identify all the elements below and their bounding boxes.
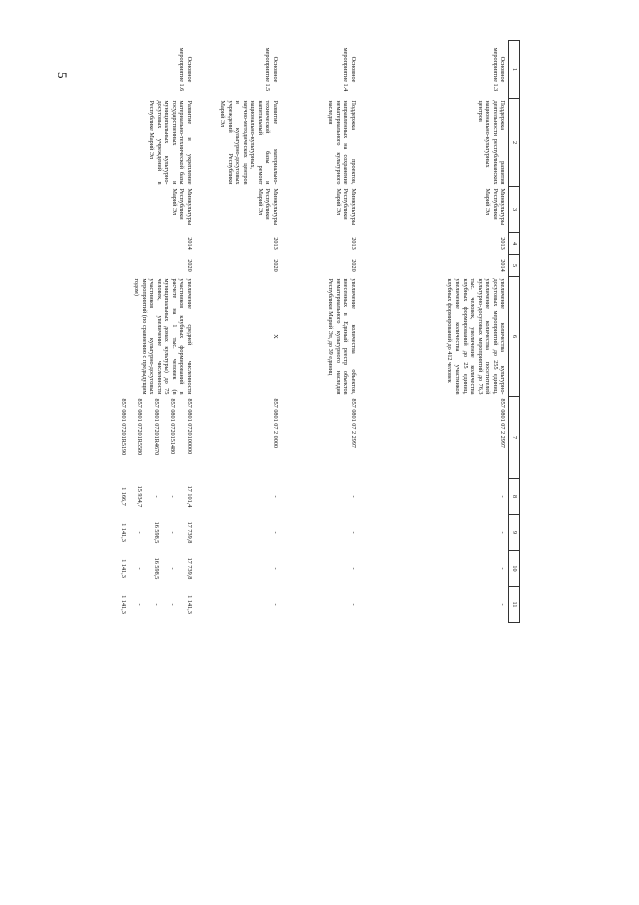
budget-code: 857 0801 07 2 0000	[271, 398, 279, 448]
value-cell	[281, 551, 359, 587]
end-year: 2020	[185, 259, 193, 272]
value-col11: -	[169, 603, 177, 606]
budget-code: 857 0801 07201R4670	[152, 398, 160, 456]
budget-code-cell	[99, 397, 195, 479]
table-row	[359, 41, 509, 623]
start-year: 2013	[271, 237, 279, 250]
column-header: 2	[509, 99, 520, 187]
value-col8: 1 166,7	[119, 487, 127, 506]
column-header: 6	[509, 277, 520, 397]
rotated-page	[80, 0, 639, 790]
value-col8: 17 101,4	[185, 485, 193, 508]
value-cell	[195, 479, 281, 515]
value-col11: -	[136, 603, 144, 606]
value-col9: 16 598,5	[152, 521, 160, 544]
budget-code: 857 0801 0720151480	[169, 398, 177, 455]
table-header-row	[509, 41, 520, 623]
end-year: 2020	[271, 259, 279, 272]
budget-code: 857 0801 07 2 2997	[349, 398, 357, 448]
value-cell	[195, 515, 281, 551]
column-header: 9	[509, 515, 520, 551]
value-col11: 1 141,3	[185, 595, 193, 614]
budget-code-cell	[281, 397, 359, 479]
value-cell	[99, 515, 195, 551]
executor: Минкультуры Республики Марий Эл	[334, 188, 357, 226]
activity-description: Развитие материально-технической базы и капитальный ремонт национально-культурных, научно-методических центров и культурно-досуговых учреждений Республики Марий Эл	[219, 100, 279, 185]
value-cell	[281, 587, 359, 623]
budget-code-cell	[359, 397, 509, 479]
value-col9: -	[349, 531, 357, 534]
start-year: 2013	[499, 237, 507, 250]
budget-code: 857 0801 07 2 2997	[499, 398, 507, 448]
activity-name: Основное мероприятие 1.5	[264, 47, 279, 92]
expected-result: увеличение средней численности участников клубных формирований в расчете на 1 тыс. человек (в муниципальных домах культуры) до 75 человек, увеличение численности участников культурно-досуговых мероприятий (по сравнению с предыдущим годом)	[133, 278, 193, 395]
end-year: 2014	[499, 259, 507, 272]
column-header: 8	[509, 479, 520, 515]
column-header: 10	[509, 551, 520, 587]
value-col9: -	[136, 531, 144, 534]
activity-description: Поддержка проектов, направленных на сохранение нематериального культурного наследия	[327, 100, 357, 185]
budget-code: 857 0801 07201R5580	[136, 398, 144, 456]
budget-code: 857 0801 0720100000	[185, 398, 193, 455]
column-header: 3	[509, 187, 520, 233]
value-col8: 15 934,7	[136, 485, 144, 508]
executor: Минкультуры Республики Марий Эл	[484, 188, 507, 226]
value-cell	[359, 479, 509, 515]
value-cell	[359, 515, 509, 551]
page-number: 5	[55, 72, 70, 79]
value-col9: 1 141,3	[119, 523, 127, 542]
expected-result: увеличение количества объектов, внесенных в Единый реестр объектов нематериального культурного наследия Республики Марий Эл, до 39 единиц	[327, 278, 357, 395]
value-col10: 17 739,8	[185, 557, 193, 580]
program-table	[99, 40, 520, 623]
activity-name: Основное мероприятие 1.3	[491, 47, 507, 92]
value-cell	[359, 587, 509, 623]
start-year: 2013	[349, 237, 357, 250]
value-col10: 1 141,3	[119, 559, 127, 578]
value-col8: -	[169, 495, 177, 498]
expected-result: увеличение количества культурно-досуговых мероприятий до 255 единиц, увеличение количества посетителей культурно-досуговых мероприятий до 76,3 тыс. человек, увеличение количества клубных формирований до 25 единиц, увеличение количества участников клубных формирований до 412 человек	[446, 278, 507, 395]
executor: Минкультуры Республики Марий Эл	[170, 188, 193, 226]
column-header: 7	[509, 397, 520, 479]
value-cell	[195, 587, 281, 623]
value-col9: 17 739,8	[185, 521, 193, 544]
start-year: 2014	[185, 237, 193, 250]
value-cell	[281, 479, 359, 515]
activity-name: Основное мероприятие 1.6	[178, 47, 193, 92]
column-header: 5	[509, 255, 520, 277]
value-col10: -	[499, 567, 507, 570]
value-col10: -	[136, 567, 144, 570]
end-year: 2020	[349, 259, 357, 272]
value-col9: -	[271, 531, 279, 534]
column-header: 11	[509, 587, 520, 623]
value-col10: -	[169, 567, 177, 570]
value-col9: -	[499, 531, 507, 534]
value-cell	[99, 479, 195, 515]
table-row	[281, 41, 359, 623]
value-col9: -	[169, 531, 177, 534]
value-col11: 1 141,3	[119, 595, 127, 614]
budget-code-cell	[195, 397, 281, 479]
budget-code: 857 0801 07201R5190	[119, 398, 127, 456]
value-col8: -	[499, 495, 507, 498]
activity-description: Поддержка развития деятельности республиканских национально-культурных центров	[476, 100, 507, 185]
expected-result: X	[271, 334, 279, 339]
value-col11: -	[499, 603, 507, 606]
value-col8: -	[271, 495, 279, 498]
value-col11: -	[349, 603, 357, 606]
table-row	[99, 41, 195, 623]
column-header: 4	[509, 233, 520, 255]
value-col8: -	[349, 495, 357, 498]
value-cell	[99, 587, 195, 623]
value-cell	[281, 515, 359, 551]
value-col10: -	[349, 567, 357, 570]
value-col8: -	[152, 495, 160, 498]
value-col10: -	[271, 567, 279, 570]
value-col11: -	[271, 603, 279, 606]
value-col11: -	[152, 603, 160, 606]
executor: Минкультуры Республики Марий Эл	[256, 188, 279, 226]
activity-description: Развитие и укрепление материально-технической базы государственных и муниципальных культурно-досуговых учреждений в Республике Марий Эл	[148, 100, 193, 185]
value-col10: 16 598,5	[152, 557, 160, 580]
column-header: 1	[509, 41, 520, 99]
value-cell	[359, 551, 509, 587]
table-row	[195, 41, 281, 623]
value-cell	[99, 551, 195, 587]
activity-name: Основное мероприятие 1.4	[342, 47, 357, 92]
value-cell	[195, 551, 281, 587]
